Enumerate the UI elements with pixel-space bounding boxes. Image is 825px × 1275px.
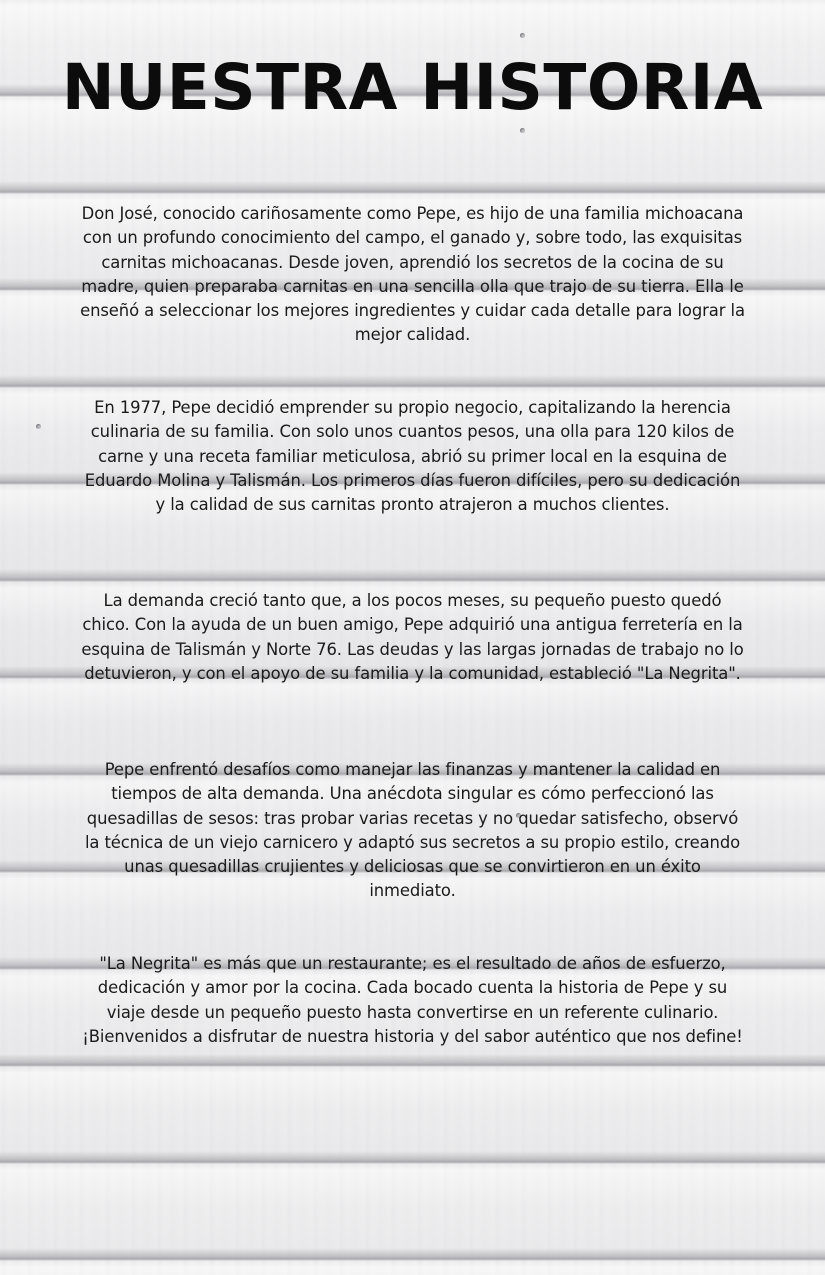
wood-nail-icon bbox=[520, 128, 525, 133]
history-paragraph-2: En 1977, Pepe decidió emprender su propio negocio, capitalizando la herencia culinaria de su familia. Con solo unos cuantos pesos, una olla para 120 kilos de carne y una receta familiar meticulosa, abrió su primer local en la esquina de Eduardo Molina y Talismán. Los primeros días fueron difíciles, pero su dedicación y la calidad de sus carnitas pronto atrajeron a muchos clientes. bbox=[84, 398, 741, 515]
history-paragraph-3: La demanda creció tanto que, a los pocos meses, su pequeño puesto quedó chico. Con la ayuda de un buen amigo, Pepe adquirió una antigua ferretería en la esquina de Talismán y Norte 76. Las deudas y las largas jornadas de trabajo no lo detuvieron, y con el apoyo de su familia y la comunidad, estableció "La Negrita". bbox=[81, 591, 744, 683]
history-paragraph-4: Pepe enfrentó desafíos como manejar las finanzas y mantener la calidad en tiempos de alta demanda. Una anécdota singular es cómo perfeccionó las quesadillas de sesos: tras probar varias recetas y no quedar satisfecho, observó la técnica de un viejo carnicero y adaptó sus secretos a su propio estilo, creando unas quesadillas crujientes y deliciosas que se convirtieron en un éxito inmediato. bbox=[84, 760, 741, 901]
history-paragraph-5: "La Negrita" es más que un restaurante; es el resultado de años de esfuerzo, dedicación y amor por la cocina. Cada bocado cuenta la historia de Pepe y su viaje desde un pequeño puesto hasta convertirse en un referente culinario. ¡Bienvenidos a disfrutar de nuestra historia y del sabor auténtico que nos define! bbox=[82, 954, 743, 1046]
page-title: NUESTRA HISTORIA bbox=[61, 51, 764, 124]
history-paragraph-1: Don José, conocido cariñosamente como Pepe, es hijo de una familia michoacana con un profundo conocimiento del campo, el ganado y, sobre todo, las exquisitas carnitas michoacanas. Desde joven, aprendió los secretos de la cocina de su madre, quien preparaba carnitas en una sencilla olla que trajo de su tierra. Ella le enseñó a seleccionar los mejores ingredientes y cuidar cada detalle para lograr la mejor calidad. bbox=[80, 204, 745, 345]
wood-nail-icon bbox=[520, 33, 525, 38]
wood-nail-icon bbox=[36, 424, 41, 429]
